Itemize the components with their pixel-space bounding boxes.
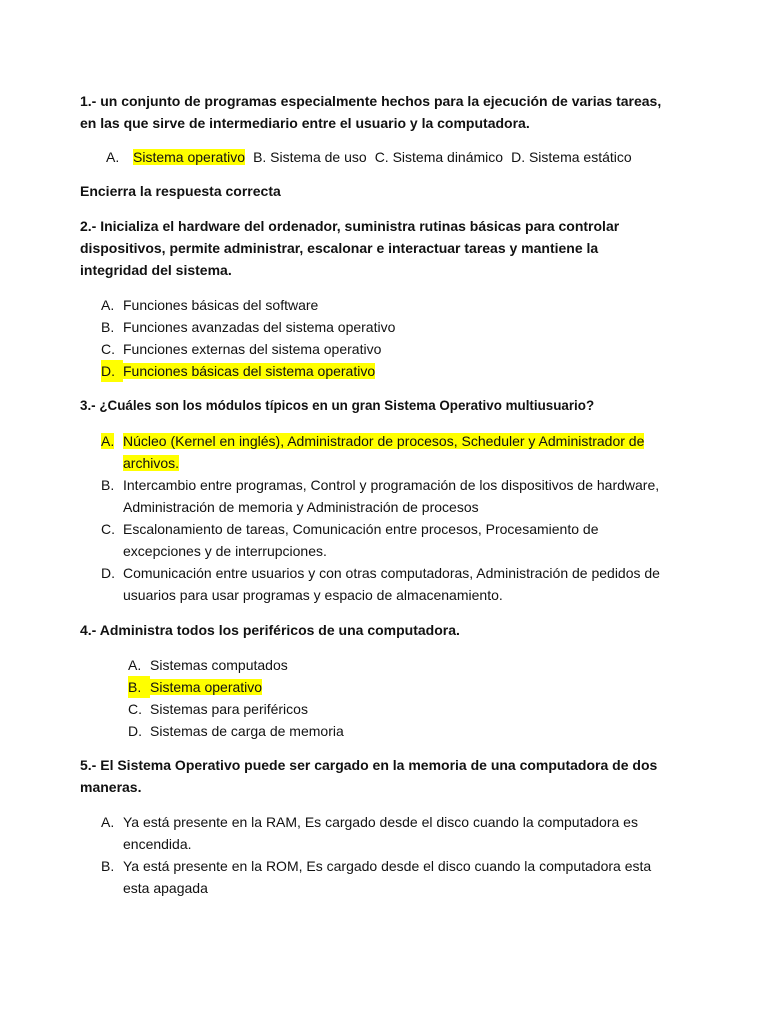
option-text: Funciones avanzadas del sistema operativo (123, 319, 396, 335)
option-text: Sistemas computados (150, 657, 288, 673)
list-item-highlighted (80, 430, 668, 474)
question-1-option-d: D. Sistema estático (511, 149, 632, 165)
question-4-options (80, 654, 668, 742)
option-text: Comunicación entre usuarios y con otras computadoras, Administración de pedidos de usuarios para usar programas y espacio de almacenamiento. (123, 565, 660, 603)
question-1-options (80, 146, 668, 168)
question-1-option-c: C. Sistema dinámico (374, 149, 504, 165)
option-letter: B. (101, 858, 115, 874)
option-letter: D. (101, 360, 123, 382)
option-text: Núcleo (Kernel en inglés), Administrador de procesos, Scheduler y Administrador de archivos. (123, 433, 645, 471)
option-letter: D. (101, 565, 115, 581)
list-item (80, 654, 668, 676)
option-text: Escalonamiento de tareas, Comunicación entre procesos, Procesamiento de excepciones y de interrupciones. (123, 521, 599, 559)
option-letter: A. (101, 814, 115, 830)
option-letter: B. (101, 319, 115, 335)
question-4: 4.- Administra todos los periféricos de una computadora. (80, 622, 460, 638)
option-letter: C. (101, 341, 115, 357)
list-item (80, 474, 668, 518)
option-letter: C. (128, 701, 142, 717)
option-letter: A. (128, 657, 142, 673)
option-text: Intercambio entre programas, Control y programación de los dispositivos de hardware, Administración de memoria y Administración de procesos (123, 477, 660, 515)
list-item-highlighted (80, 360, 668, 382)
option-text: Sistemas para periféricos (150, 701, 308, 717)
list-item (80, 698, 668, 720)
question-3: 3.- ¿Cuáles son los módulos típicos en un gran Sistema Operativo multiusuario? (80, 398, 595, 413)
question-1-option-b: B. Sistema de uso (253, 149, 367, 165)
option-text: Sistema operativo (150, 679, 263, 695)
option-letter: B. (128, 676, 150, 698)
option-text: Funciones básicas del software (123, 297, 319, 313)
instruction: Encierra la respuesta correcta (80, 183, 281, 199)
list-item (80, 338, 668, 360)
list-item (80, 855, 668, 899)
question-5-options (80, 811, 668, 899)
option-text: Sistemas de carga de memoria (150, 723, 344, 739)
question-1-option-a: Sistema operativo (133, 149, 246, 165)
list-item (80, 518, 668, 562)
question-2: 2.- Inicializa el hardware del ordenador, suministra rutinas básicas para controlar dispositivos, permite administrar, escalonar e interactuar tareas y mantiene la integridad del sistema. (80, 218, 620, 278)
option-letter: C. (101, 521, 115, 537)
question-1-option-a-letter: A. (106, 149, 120, 165)
list-item (80, 811, 668, 855)
list-item (80, 562, 668, 606)
list-item (80, 316, 668, 338)
list-item (80, 720, 668, 742)
question-3-options (80, 430, 668, 606)
list-item-highlighted (80, 676, 668, 698)
list-item (80, 294, 668, 316)
option-letter: B. (101, 477, 115, 493)
option-text: Funciones externas del sistema operativo (123, 341, 382, 357)
option-text: Ya está presente en la RAM, Es cargado desde el disco cuando la computadora es encendida. (123, 814, 638, 852)
option-letter: A. (101, 433, 115, 449)
option-letter: A. (101, 297, 115, 313)
option-letter: D. (128, 723, 142, 739)
option-text: Ya está presente en la ROM, Es cargado desde el disco cuando la computadora esta esta apagada (123, 858, 652, 896)
question-1: 1.- un conjunto de programas especialmente hechos para la ejecución de varias tareas, en las que sirve de intermediario entre el usuario y la computadora. (80, 93, 662, 131)
option-text: Funciones básicas del sistema operativo (123, 363, 376, 379)
question-5: 5.- El Sistema Operativo puede ser cargado en la memoria de una computadora de dos maneras. (80, 757, 658, 795)
question-2-options (80, 294, 668, 382)
